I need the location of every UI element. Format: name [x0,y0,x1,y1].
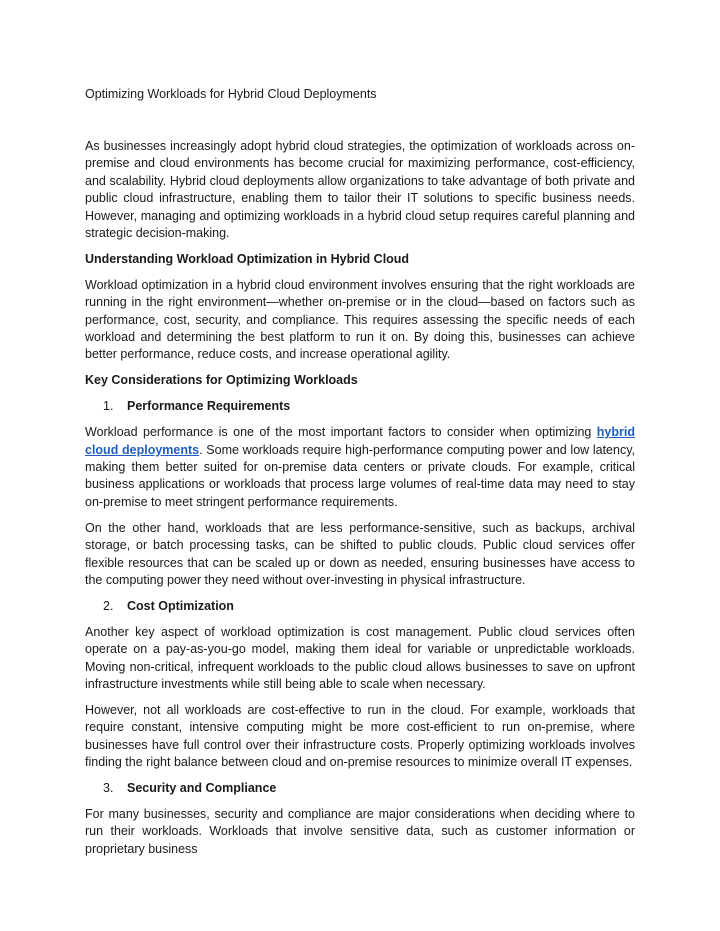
section-heading-understanding: Understanding Workload Optimization in Hybrid Cloud [85,251,410,266]
text-span: Workload performance is one of the most important factors to consider when optimizing [85,425,597,440]
hybrid-cloud-deployments-link[interactable]: hybrid cloud deployments [85,425,635,457]
list-number: 1. [103,399,114,414]
section-heading-key-considerations: Key Considerations for Optimizing Workloads [85,373,358,388]
list-item-label: Performance Requirements [127,399,291,414]
text-span: . Some workloads require high-performance computing power and low latency, making them better suited for on-premise data centers or private clouds. For example, critical business applications or workloads that process large volumes of real-time data may need to stay on-premise to meet stringent performance requirements. [85,442,636,509]
document-title: Optimizing Workloads for Hybrid Cloud Deployments [85,87,377,101]
list-item-performance [103,398,635,415]
intro-paragraph: As businesses increasingly adopt hybrid cloud strategies, the optimization of workloads across on-premise and cloud environments has become crucial for maximizing performance, cost-efficiency, and scalability. Hybrid cloud deployments allow organizations to take advantage of both private and public cloud infrastructure, enabling them to tailor their IT solutions to specific business needs. However, managing and optimizing workloads in a hybrid cloud setup requires careful planning and strategic decision-making. [85,139,635,241]
list-item-cost [103,598,635,615]
list-number: 2. [103,598,114,613]
list-item-label: Cost Optimization [127,598,234,613]
performance-paragraph-2: On the other hand, workloads that are less performance-sensitive, such as backups, archival storage, or batch processing tasks, can be shifted to public clouds. Public cloud services offer flexible resources that can be scaled up or down as needed, ensuring businesses have access to the computing power they need without over-investing in physical infrastructure. [85,520,635,587]
cost-paragraph-2: However, not all workloads are cost-effective to run in the cloud. For example, workloads that require constant, intensive computing might be more cost-efficient to run on-premise, where businesses have full control over their infrastructure costs. Properly optimizing workloads involves finding the right balance between cloud and on-premise resources to minimize overall IT expenses. [85,702,635,770]
performance-paragraph-1 [85,424,635,511]
list-number: 3. [103,781,114,795]
list-item-security [103,780,635,797]
cost-paragraph-1: Another key aspect of workload optimization is cost management. Public cloud services often operate on a pay-as-you-go model, making them ideal for variable or unpredictable workloads. Moving non-critical, infrequent workloads to the public cloud allows businesses to save on upfront infrastructure investments while still being able to scale when necessary. [85,624,635,691]
document-page [85,86,635,867]
list-item-label: Security and Compliance [127,781,277,795]
security-paragraph-1: For many businesses, security and compliance are major considerations when deciding where to run their workloads. Workloads that involve sensitive data, such as customer information or proprietary business [85,806,635,856]
understanding-paragraph: Workload optimization in a hybrid cloud environment involves ensuring that the right workloads are running in the right environment—whether on-premise or in the cloud—based on factors such as performance, cost, security, and compliance. This requires assessing the specific needs of each workload and determining the best platform to run it on. By doing this, businesses can achieve better performance, reduce costs, and increase operational agility. [85,277,635,362]
